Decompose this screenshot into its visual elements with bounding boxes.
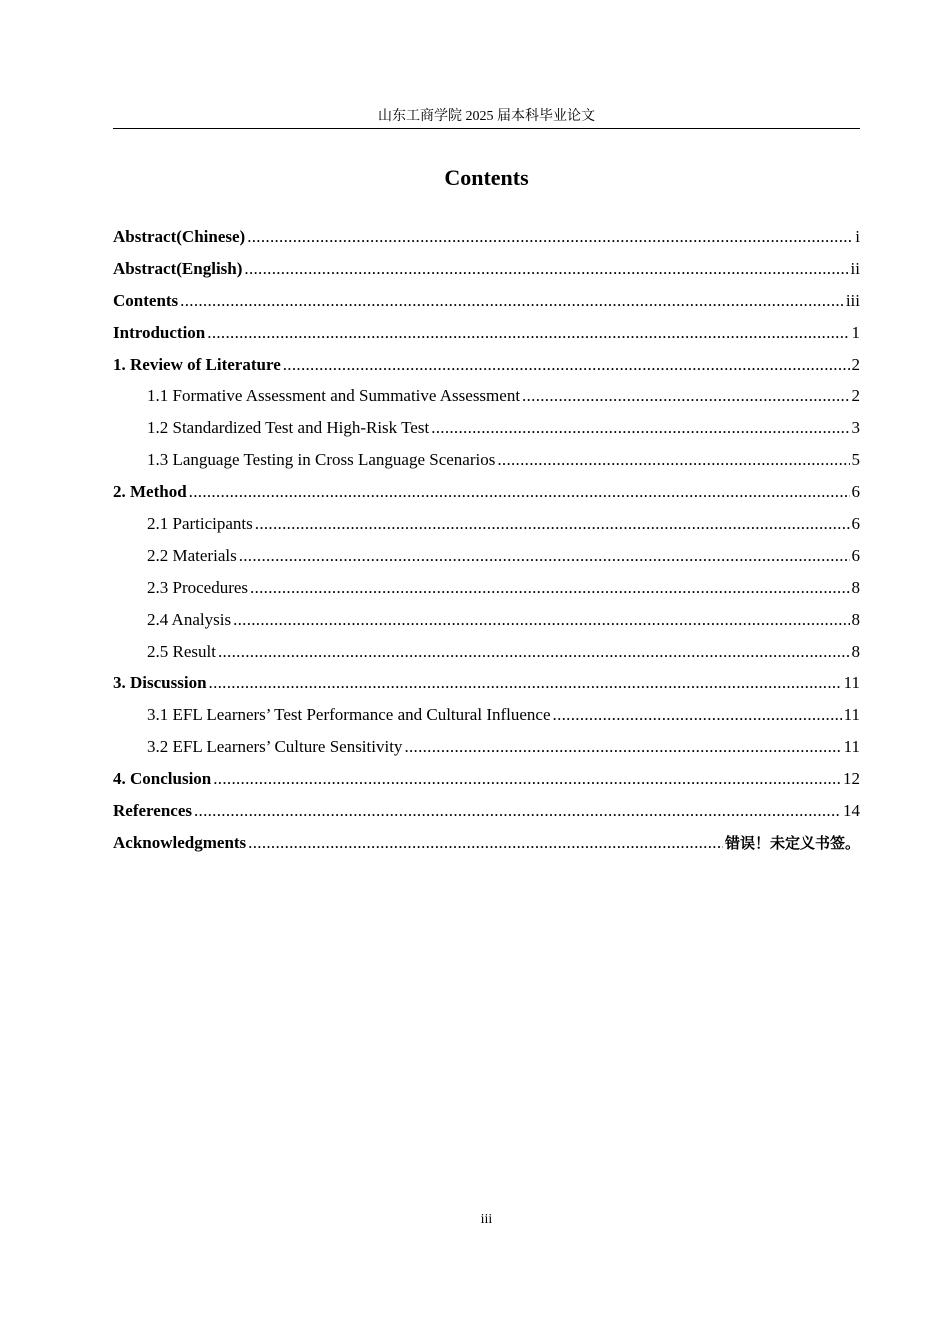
toc-entry-page: 12 (843, 769, 860, 789)
dot-leader (283, 353, 850, 377)
toc-entry-label: 1. Review of Literature (113, 354, 281, 374)
toc-entry-analysis[interactable] (113, 608, 860, 640)
toc-entry-label: 3.2 EFL Learners’ Culture Sensitivity (147, 737, 403, 757)
toc-entry-label: References (113, 801, 192, 821)
toc-entry-label: 2.4 Analysis (147, 609, 232, 629)
dot-leader (180, 289, 844, 313)
page-title: Contents (444, 165, 529, 190)
dot-leader (189, 480, 850, 504)
dot-leader (431, 416, 849, 440)
toc-entry-conclusion[interactable] (113, 767, 860, 799)
toc-entry-result[interactable] (113, 640, 860, 672)
dot-leader (250, 576, 849, 600)
toc-entry-discussion[interactable] (113, 671, 860, 703)
toc-entry-page: ii (850, 258, 860, 278)
toc-entry-label: 1.2 Standardized Test and High-Risk Test (147, 418, 430, 438)
toc-entry-label: Contents (113, 290, 179, 310)
page-number: iii (480, 1212, 493, 1227)
dot-leader (248, 831, 723, 855)
toc-entry-label: 3. Discussion (113, 673, 207, 693)
toc-entry-label: 2.1 Participants (147, 514, 253, 534)
toc-entry-page: 2 (851, 354, 860, 374)
dot-leader (207, 321, 849, 345)
toc-entry-review-of-literature[interactable] (113, 353, 860, 385)
toc-entry-introduction[interactable] (113, 321, 860, 353)
toc-entry-page: 11 (843, 673, 860, 693)
dot-leader (239, 544, 850, 568)
toc-entry-page: 5 (851, 450, 860, 470)
toc-entry-standardized-test[interactable] (113, 416, 860, 448)
toc-entry-culture-sensitivity[interactable] (113, 735, 860, 767)
dot-leader (497, 448, 849, 472)
toc-entry-page: 6 (851, 545, 860, 565)
dot-leader (255, 512, 850, 536)
toc-entry-page: 11 (843, 737, 860, 757)
toc-entry-abstract-english[interactable] (113, 257, 860, 289)
toc-entry-test-performance[interactable] (113, 703, 860, 735)
dot-leader (247, 225, 853, 249)
toc-entry-label: 1.3 Language Testing in Cross Language Scenarios (147, 450, 496, 470)
toc-entry-label: Introduction (113, 322, 206, 342)
toc-entry-procedures[interactable] (113, 576, 860, 608)
dot-leader (209, 671, 842, 695)
toc-entry-label: 4. Conclusion (113, 769, 212, 789)
toc-entry-label: Abstract(Chinese) (113, 227, 246, 246)
toc-entry-page: iii (845, 290, 860, 310)
toc-entry-language-testing[interactable] (113, 448, 860, 480)
toc-entry-label: 2.5 Result (147, 641, 216, 661)
toc-entry-page: 2 (851, 386, 860, 406)
toc-entry-label: 2.3 Procedures (147, 577, 249, 597)
toc-entry-page-error: 错误！未定义书签。 (724, 833, 860, 852)
toc-entry-page: 14 (843, 801, 860, 821)
header-divider (113, 128, 860, 129)
dot-leader (522, 384, 849, 408)
toc-entry-formative-assessment[interactable] (113, 384, 860, 416)
toc-entry-label: Acknowledgments (113, 832, 247, 852)
toc-entry-page: 6 (851, 514, 860, 534)
toc-entry-page: 8 (851, 609, 860, 629)
toc-entry-page: 8 (851, 577, 860, 597)
toc-entry-label: 2. Method (113, 482, 187, 502)
toc-entry-page: i (855, 227, 860, 246)
toc-entry-materials[interactable] (113, 544, 860, 576)
dot-leader (194, 799, 841, 823)
dot-leader (233, 608, 849, 632)
toc-entry-label: Abstract(English) (113, 258, 243, 278)
dot-leader (213, 767, 841, 791)
toc-entry-label: 1.1 Formative Assessment and Summative Assessment (147, 386, 521, 406)
toc-entry-page: 1 (851, 322, 860, 342)
toc-entry-page: 8 (851, 641, 860, 661)
toc-entry-references[interactable] (113, 799, 860, 831)
toc-entry-label: 3.1 EFL Learners’ Test Performance and Cultural Influence (147, 705, 551, 725)
dot-leader (404, 735, 841, 759)
toc-entry-page: 11 (843, 705, 860, 725)
toc-entry-acknowledgments[interactable] (113, 831, 860, 863)
toc-entry-abstract-chinese[interactable] (113, 225, 860, 257)
dot-leader (553, 703, 842, 727)
toc-entry-contents[interactable] (113, 289, 860, 321)
toc-entry-participants[interactable] (113, 512, 860, 544)
table-of-contents (113, 225, 860, 863)
toc-entry-method[interactable] (113, 480, 860, 512)
toc-entry-page: 3 (851, 418, 860, 438)
toc-entry-page: 6 (851, 482, 860, 502)
dot-leader (218, 640, 850, 664)
toc-entry-label: 2.2 Materials (147, 545, 237, 565)
dot-leader (244, 257, 848, 281)
running-header: 山东工商学院 2025 届本科毕业论文 (378, 109, 595, 124)
